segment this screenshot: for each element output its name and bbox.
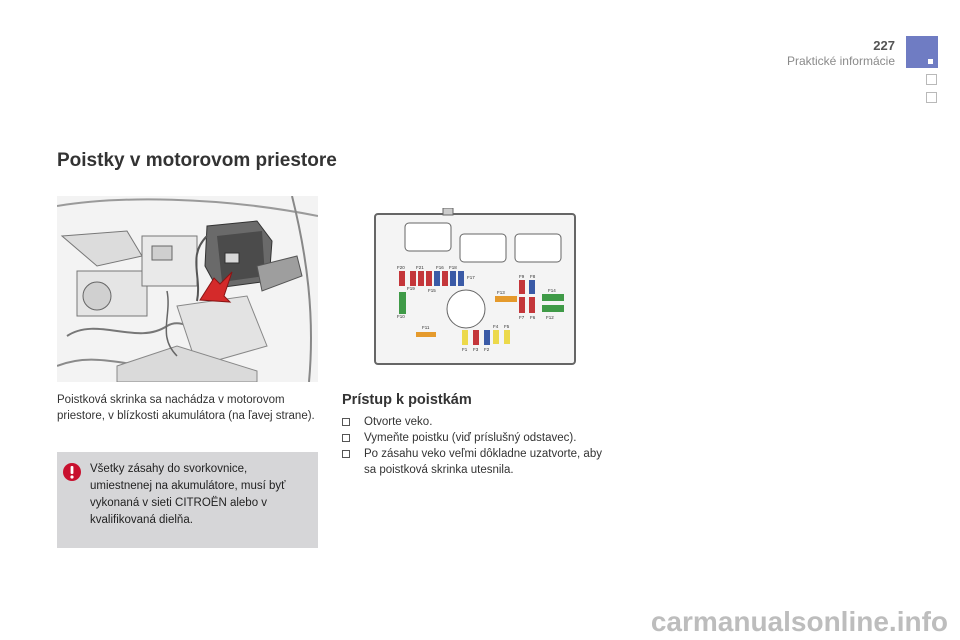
list-item: Po zásahu veko veľmi dôkladne uzatvorte, aby sa poistková skrinka utesnila. — [342, 446, 612, 478]
fuse-box-diagram — [373, 208, 578, 368]
fuse-label: F11 — [422, 325, 430, 330]
warning-box — [57, 452, 318, 548]
fuse-label: F1 — [462, 347, 468, 352]
fuse-label: F16 — [436, 265, 444, 270]
fuse-label: F18 — [449, 265, 457, 270]
section-heading: Prístup k poistkám — [342, 392, 472, 408]
fuse-label: F12 — [546, 315, 554, 320]
chapter-tab — [926, 74, 937, 85]
steps-list — [342, 414, 612, 478]
checkbox-bullet-icon — [342, 418, 350, 426]
fuse-label: F10 — [397, 314, 405, 319]
fuse-label: F5 — [504, 324, 510, 329]
chapter-tab — [926, 92, 937, 103]
list-item: Otvorte veko. — [342, 414, 612, 430]
list-item: Vymeňte poistku (viď príslušný odstavec). — [342, 430, 612, 446]
warning-icon — [62, 462, 82, 482]
page-number: 227 — [873, 38, 895, 53]
fuse-label: F8 — [530, 274, 536, 279]
checkbox-bullet-icon — [342, 450, 350, 458]
fuse-label: F4 — [493, 324, 499, 329]
section-title: Praktické informácie — [786, 54, 895, 68]
fuse-label: F6 — [530, 315, 536, 320]
fuse-label: F14 — [548, 288, 556, 293]
fuse-label: F15 — [428, 288, 436, 293]
fuse-label: F9 — [519, 274, 525, 279]
fuse-label: F21 — [416, 265, 424, 270]
fuse-label: F19 — [407, 286, 415, 291]
checkbox-bullet-icon — [342, 434, 350, 442]
intro-paragraph: Poistková skrinka sa nachádza v motorovom priestore, v blízkosti akumulátora (na ľavej strane). — [57, 394, 315, 422]
fuse-label: F2 — [484, 347, 490, 352]
engine-bay-photo — [57, 196, 318, 382]
page-title: Poistky v motorovom priestore — [57, 150, 337, 171]
fuse-label: F7 — [519, 315, 525, 320]
watermark: carmanualsonline.info — [650, 606, 948, 637]
chapter-tab-active — [906, 36, 938, 68]
warning-text: Všetky zásahy do svorkovnice, umiestnenej na akumulátore, musí byť vykonaná v sieti CITROËN alebo v kvalifikovaná dielňa. — [90, 463, 286, 526]
fuse-label: F20 — [397, 265, 405, 270]
fuse-label: F17 — [467, 275, 475, 280]
fuse-label: F13 — [497, 290, 505, 295]
fuse-label: F3 — [473, 347, 479, 352]
